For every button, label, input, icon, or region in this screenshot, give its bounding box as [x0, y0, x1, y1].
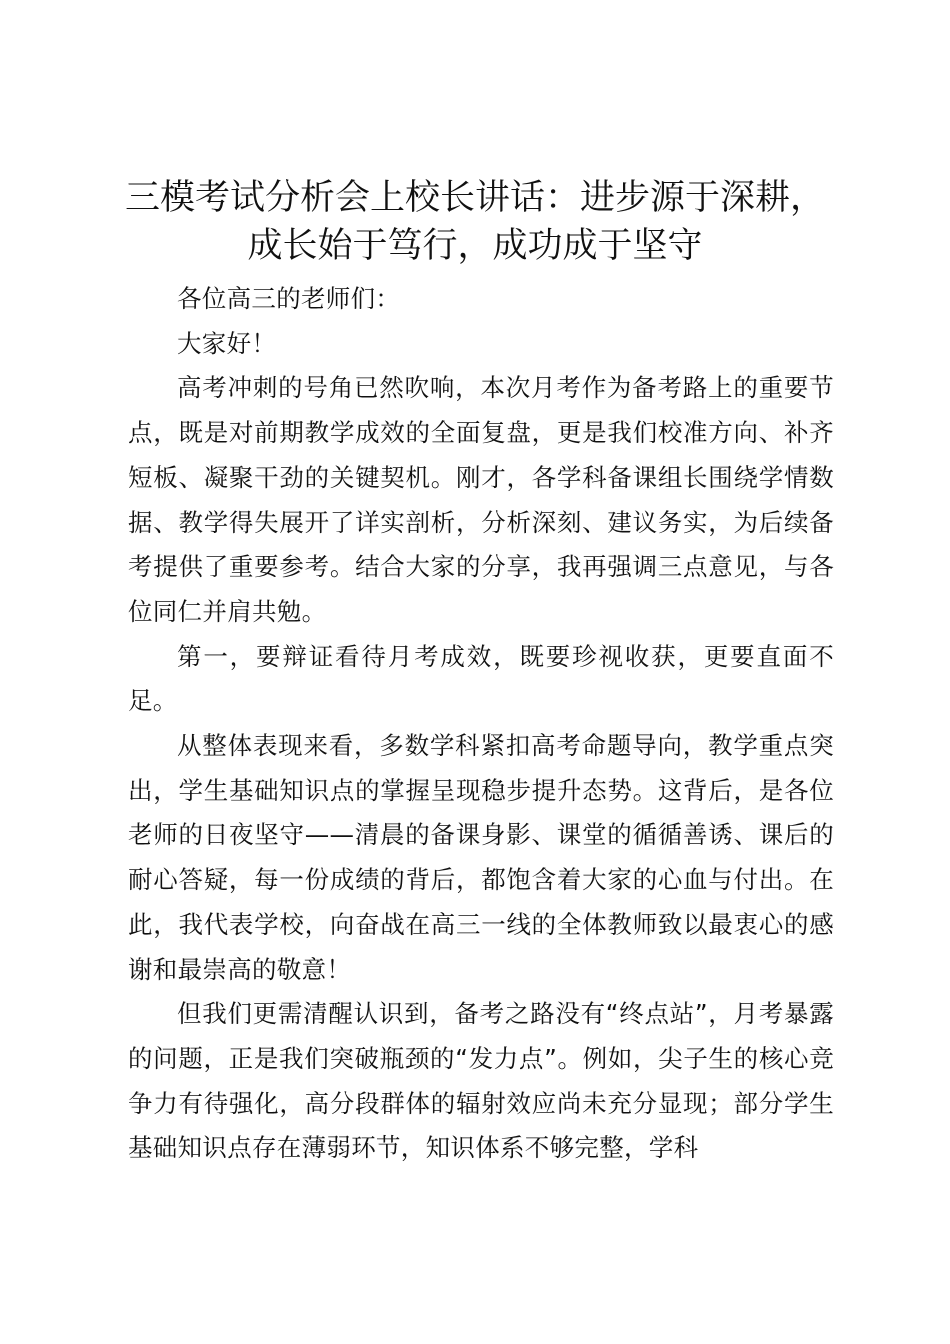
document-title: [110, 174, 840, 270]
paragraph-achievements: 从整体表现来看，多数学科紧扣高考命题导向，教学重点突出，学生基础知识点的掌握呈现稳步提升态势。这背后，是各位老师的日夜坚守——清晨的备课身影、课堂的循循善诱、课后的耐心答疑，每一份成绩的背后，都饱含着大家的心血与付出。在此，我代表学校，向奋战在高三一线的全体教师致以最衷心的感谢和最崇高的敬意！: [128, 731, 834, 984]
greeting: 大家好！: [177, 328, 277, 358]
paragraph-intro: 高考冲刺的号角已然吹响，本次月考作为备考路上的重要节点，既是对前期教学成效的全面复盘，更是我们校准方向、补齐短板、凝聚干劲的关键契机。刚才，各学科备课组长围绕学情数据、教学得失展开了详实剖析，分析深刻、建议务实，为后续备考提供了重要参考。结合大家的分享，我再强调三点意见，与各位同仁并肩共勉。: [128, 373, 834, 626]
title-line-1: 三模考试分析会上校长讲话：进步源于深耕，: [124, 178, 825, 218]
paragraph-point-one-heading: 第一，要辩证看待月考成效，既要珍视收获，更要直面不足。: [128, 641, 834, 716]
title-line-2: 成长始于笃行，成功成于坚守: [247, 226, 703, 266]
document-body: [128, 277, 834, 1171]
paragraph-problems: 但我们更需清醒认识到，备考之路没有“终点站”，月考暴露的问题，正是我们突破瓶颈的“发力点”。例如，尖子生的核心竞争力有待强化，高分段群体的辐射效应尚未充分显现；部分学生基础知识点存在薄弱环节，知识体系不够完整，学科: [128, 999, 834, 1163]
salutation: 各位高三的老师们：: [177, 284, 401, 313]
